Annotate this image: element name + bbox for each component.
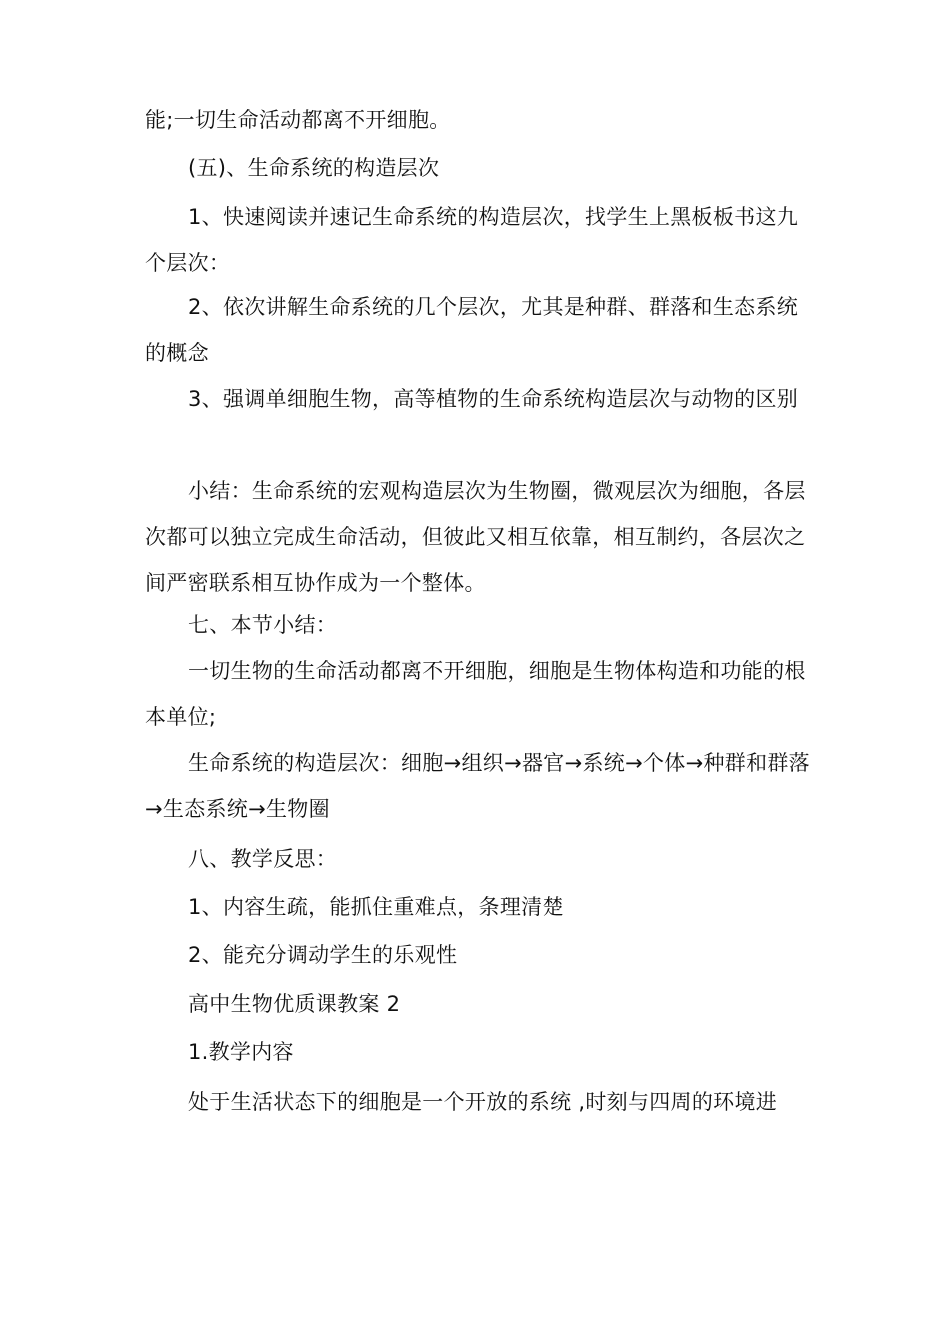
teaching-content-heading: 1.教学内容 (188, 1040, 294, 1064)
list-item-2: 2、依次讲解生命系统的几个层次，尤其是种群、群落和生态系统的概念 (145, 295, 799, 365)
section-heading-eight: 八、教学反思： (188, 847, 338, 871)
reflection-item-2: 2、能充分调动学生的乐观性 (188, 943, 458, 967)
section-heading-five: (五)、生命系统的构造层次 (188, 156, 440, 180)
list-item-3: 3、强调单细胞生物，高等植物的生命系统构造层次与动物的区别 (188, 387, 799, 411)
body-paragraph: 处于生活状态下的细胞是一个开放的系统 ,时刻与四周的环境进 (188, 1090, 778, 1114)
section-heading-seven: 七、本节小结： (188, 613, 338, 637)
conclusion-paragraph-2: 生命系统的构造层次：细胞→组织→器官→系统→个体→种群和群落→生态系统→生物圈 (145, 751, 810, 821)
conclusion-paragraph-1: 一切生物的生命活动都离不开细胞，细胞是生物体构造和功能的根本单位; (145, 659, 806, 729)
lesson-plan-title: 高中生物优质课教案 2 (188, 992, 401, 1016)
reflection-item-1: 1、内容生疏，能抓住重难点，条理清楚 (188, 895, 564, 919)
summary-paragraph: 小结：生命系统的宏观构造层次为生物圈，微观层次为细胞，各层次都可以独立完成生命活动，但彼此又相互依靠，相互制约，各层次之间严密联系相互协作成为一个整体。 (145, 479, 806, 595)
list-item-1: 1、快速阅读并速记生命系统的构造层次，找学生上黑板板书这九个层次： (145, 205, 799, 275)
paragraph-continuation: 能;一切生命活动都离不开细胞。 (145, 108, 451, 132)
